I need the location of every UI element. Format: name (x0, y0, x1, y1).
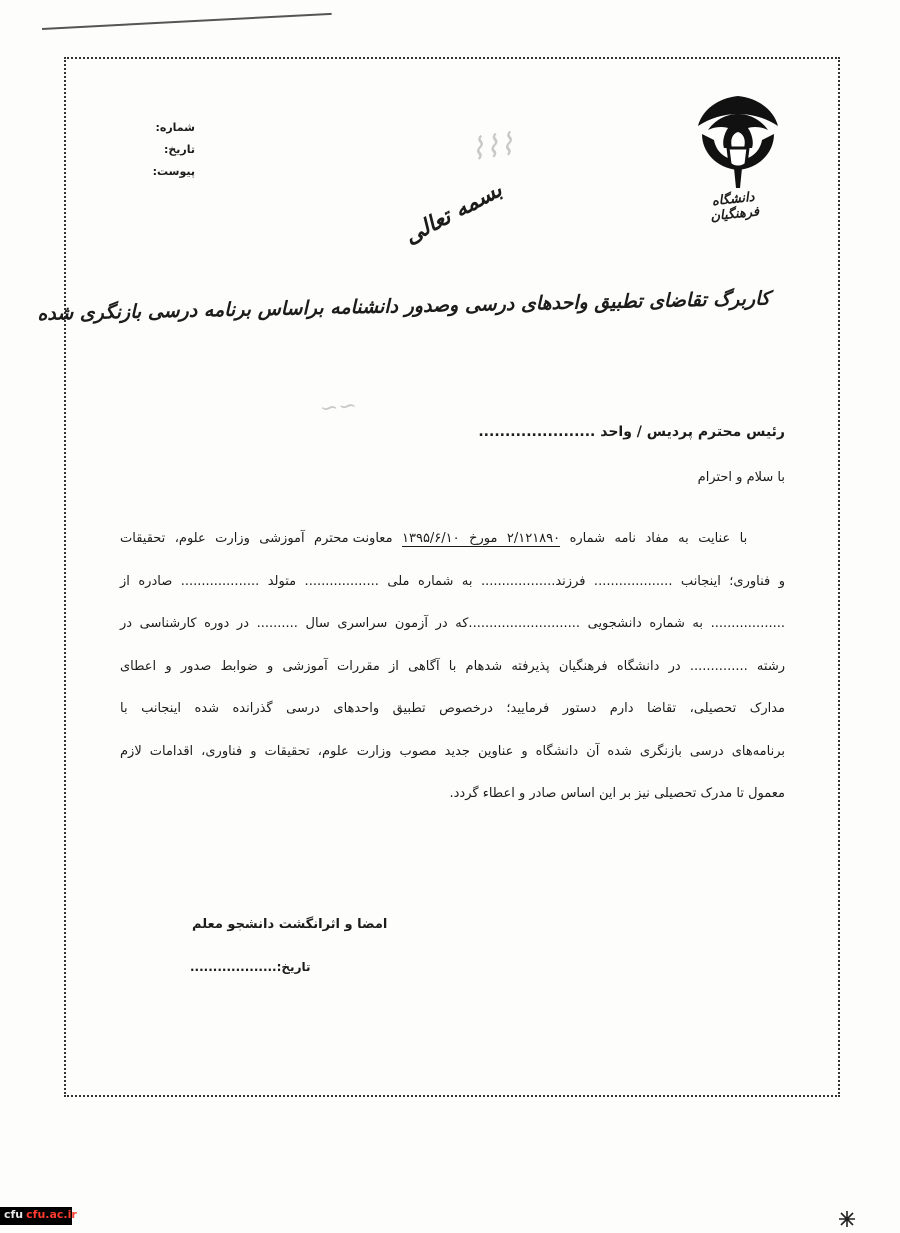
invocation-calligraphy: بسمه تعالی (400, 176, 507, 250)
addressee-line: رئیس محترم پردیس / واحد ...................... (478, 424, 785, 440)
signature-label: امضا و اثرانگشت دانشجو معلم (192, 917, 388, 932)
greeting: با سلام و احترام (697, 470, 785, 485)
signature-date-label: تاریخ:................... (190, 960, 311, 974)
logo-caption: دانشگاه فرهنگیان (709, 189, 760, 225)
form-title: کاربرگ تقاضای تطبیق واحدهای درسی وصدور دانشنامه براساس برنامه درسی بازنگری شده (37, 287, 771, 325)
bleed-through-mark: ∽∽ (318, 393, 359, 422)
footer-prefix: cfu (4, 1208, 24, 1221)
request-body (120, 518, 785, 816)
body-line-1 (120, 518, 785, 561)
body-line-1-end: معاونت محترم آموزشی وزارت علوم، تحقیقات (120, 531, 393, 546)
asterisk-mark-icon (838, 1210, 856, 1228)
letter-reference: ۲/۱۲۱۸۹۰ مورخ ۱۳۹۵/۶/۱۰ (402, 531, 561, 546)
body-line-1-start: با عنایت به مفاد نامه شماره (569, 531, 748, 546)
date-field-label: تاریخ: (163, 143, 195, 156)
body-line-2: و فناوری؛ اینجانب ................... فرزند.................. به شماره ملی .................. متولد ................... صادره از (120, 573, 785, 589)
body-line-6: برنامه‌های درسی بازنگری شده آن دانشگاه و عناوین جدید مصوب وزارت علوم، تحقیقات و فناوری، اقدامات لازم (120, 743, 785, 759)
body-line-5: مدارک تحصیلی، تقاضا دارم دستور فرمایید؛ درخصوص تطبیق واحدهای درسی گذرانده شده اینجانب با (120, 701, 785, 716)
scan-edge-line (42, 13, 332, 31)
bleed-through-mark: ⌇⌇⌇ (467, 127, 517, 168)
footer-site: cfu.ac.ir (26, 1208, 77, 1221)
body-line-4: رشته .............. در دانشگاه فرهنگیان پذیرفته شدهام با آگاهی از مقررات آموزشی و ضوابط صدور و اعطای (120, 658, 785, 674)
body-line-7: معمول تا مدرک تحصیلی نیز بر این اساس صادر و اعطاء گردد. (449, 786, 785, 801)
body-line-3: .................. به شماره دانشجویی ...........................که در آزمون سراسری سال .......... در دوره کارشناسی در (120, 616, 785, 631)
footer-site-link[interactable] (4, 1208, 77, 1221)
number-label: شماره: (155, 121, 195, 134)
attachment-label: پیوست: (152, 165, 195, 178)
header-meta (150, 117, 195, 183)
